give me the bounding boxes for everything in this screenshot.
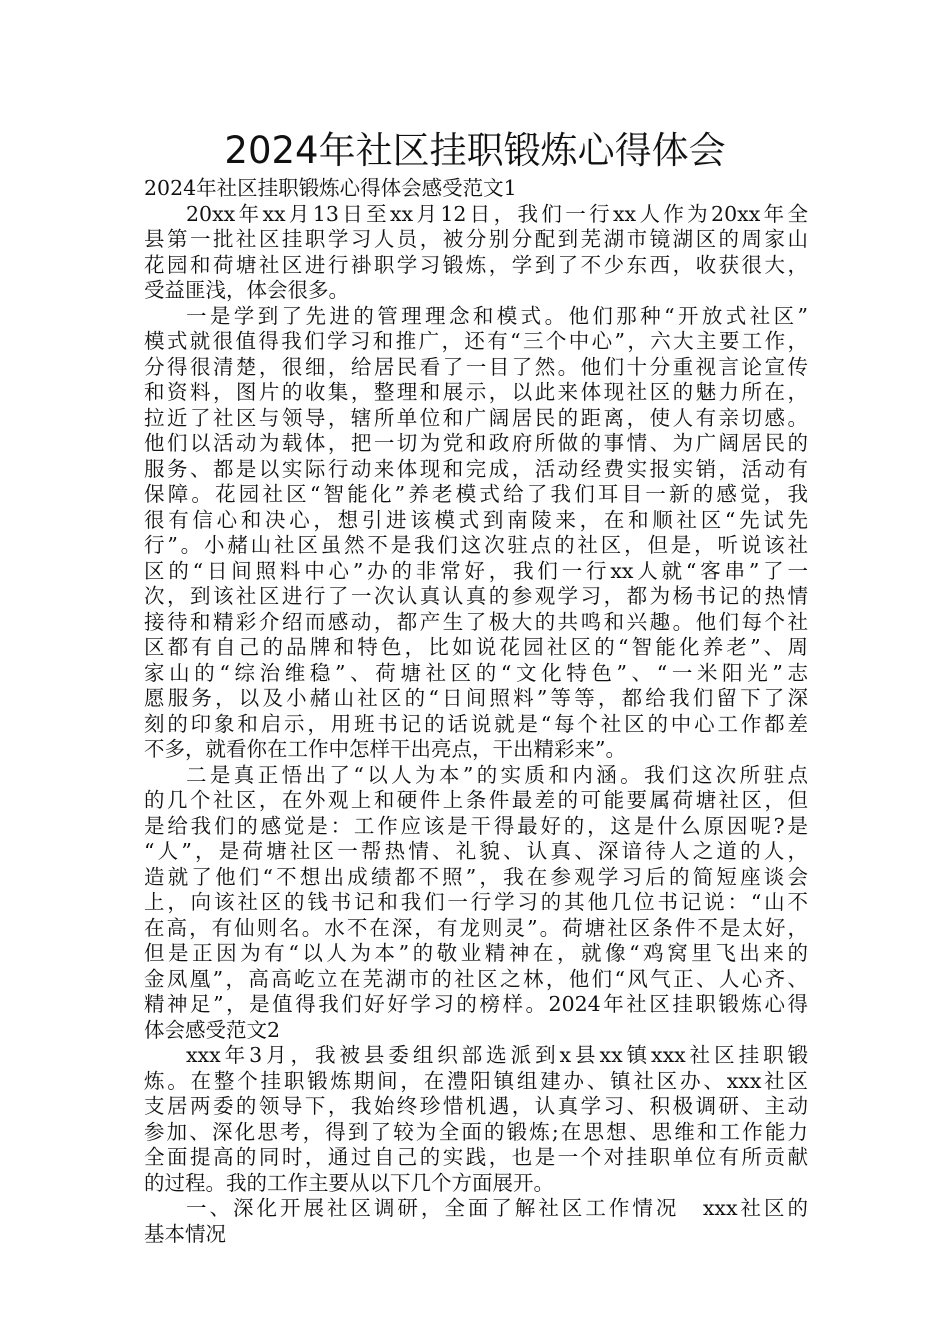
text-line: 很有信心和决心，想引进该模式到南陵来，在和顺社区“先试先	[144, 507, 808, 532]
section-heading-1: 2024年社区挂职锻炼心得体会感受范文1	[144, 176, 517, 200]
text-line: 拉近了社区与领导，辖所单位和广阔居民的距离，使人有亲切感。	[144, 405, 808, 430]
text-line: 20xx年xx月13日至xx月12日，我们一行xx人作为20xx年全	[186, 201, 808, 226]
text-line: 的几个社区，在外观上和硬件上条件最差的可能要属荷塘社区，但	[144, 788, 808, 812]
text-line: 区都有自己的品牌和特色，比如说花园社区的“智能化养老”、周	[144, 635, 808, 659]
document-body	[144, 176, 808, 1247]
document-title: 2024年社区挂职锻炼心得体会	[224, 129, 726, 172]
text-line: 受益匪浅，体会很多。	[144, 278, 349, 302]
text-line: 造就了他们“不想出成绩都不照”，我在参观学习后的简短座谈会	[144, 864, 808, 889]
text-line: 家山的“综治维稳”、荷塘社区的“文化特色”、“一米阳光”志	[144, 660, 808, 685]
section-heading-2: 体会感受范文2	[144, 1017, 281, 1042]
text-line: 和资料，图片的收集，整理和展示，以此来体现社区的魅力所在，	[144, 380, 808, 404]
text-line: 二是真正悟出了“以人为本”的实质和内涵。我们这次所驻点	[186, 762, 808, 787]
text-line: 行”。小赭山社区虽然不是我们这次驻点的社区，但是，听说该社	[144, 533, 808, 557]
text-line: 分得很清楚，很细，给居民看了一目了然。他们十分重视言论宣传	[144, 354, 808, 379]
text-line: 但是正因为有“以人为本”的敬业精神在，就像“鸡窝里飞出来的	[144, 941, 808, 965]
text-line: 愿服务，以及小赭山社区的“日间照料”等等，都给我们留下了深	[144, 686, 808, 710]
text-line: 精神足”，是值得我们好好学习的榜样。2024年社区挂职锻炼心得	[144, 992, 808, 1016]
text-line: 县第一批社区挂职学习人员，被分别分配到芜湖市镜湖区的周家山	[144, 227, 808, 251]
text-line: 参加、深化思考，得到了较为全面的锻炼;在思想、思维和工作能力	[144, 1119, 808, 1144]
text-line: 接待和精彩介绍而感动，都产生了极大的共鸣和兴趣。他们每个社	[144, 609, 808, 634]
text-line: 是给我们的感觉是：工作应该是干得最好的，这是什么原因呢?是	[144, 813, 808, 838]
text-line: 基本情况	[144, 1221, 226, 1246]
text-line: 支居两委的领导下，我始终珍惜机遇，认真学习、积极调研、主动	[144, 1094, 808, 1118]
text-line: 刻的印象和启示，用班书记的话说就是“每个社区的中心工作都差	[144, 711, 808, 736]
text-line: 模式就很值得我们学习和推广，还有“三个中心”，六大主要工作，	[144, 329, 808, 353]
text-line: 全面提高的同时，通过自己的实践，也是一个对挂职单位有所贡献	[144, 1145, 808, 1169]
text-line: 服务、都是以实际行动来体现和完成，活动经费实报实销，活动有	[144, 456, 808, 481]
text-line: xxx年3月，我被县委组织部选派到x县xx镇xxx社区挂职锻	[186, 1043, 808, 1067]
text-line: 一、深化开展社区调研，全面了解社区工作情况 xxx社区的	[186, 1196, 808, 1220]
text-line: 的过程。我的工作主要从以下几个方面展开。	[144, 1170, 554, 1195]
text-line: 一是学到了先进的管理理念和模式。他们那种“开放式社区”	[186, 303, 808, 328]
text-line: 上，向该社区的钱书记和我们一行学习的其他几位书记说：“山不	[144, 890, 808, 914]
text-line: 保障。花园社区“智能化”养老模式给了我们耳目一新的感觉，我	[144, 482, 808, 506]
text-line: 花园和荷塘社区进行褂职学习锻炼，学到了不少东西，收获很大，	[144, 252, 808, 277]
text-line: 在高，有仙则名。水不在深，有龙则灵”。荷塘社区条件不是太好，	[144, 915, 808, 940]
text-line: 区的“日间照料中心”办的非常好，我们一行xx人就“客串”了一	[144, 558, 808, 583]
text-line: 他们以活动为载体，把一切为党和政府所做的事情、为广阔居民的	[144, 431, 808, 455]
text-line: 炼。在整个挂职锻炼期间，在澧阳镇组建办、镇社区办、xxx社区	[144, 1068, 808, 1093]
text-line: “人”，是荷塘社区一帮热情、礼貌、认真、深谙待人之道的人，	[144, 839, 808, 863]
text-line: 不多，就看你在工作中怎样干出亮点，干出精彩来”。	[144, 737, 626, 761]
text-line: 次，到该社区进行了一次认真认真的参观学习，都为杨书记的热情	[144, 584, 808, 608]
text-line: 金凤凰”，高高屹立在芜湖市的社区之林，他们“风气正、人心齐、	[144, 966, 808, 991]
